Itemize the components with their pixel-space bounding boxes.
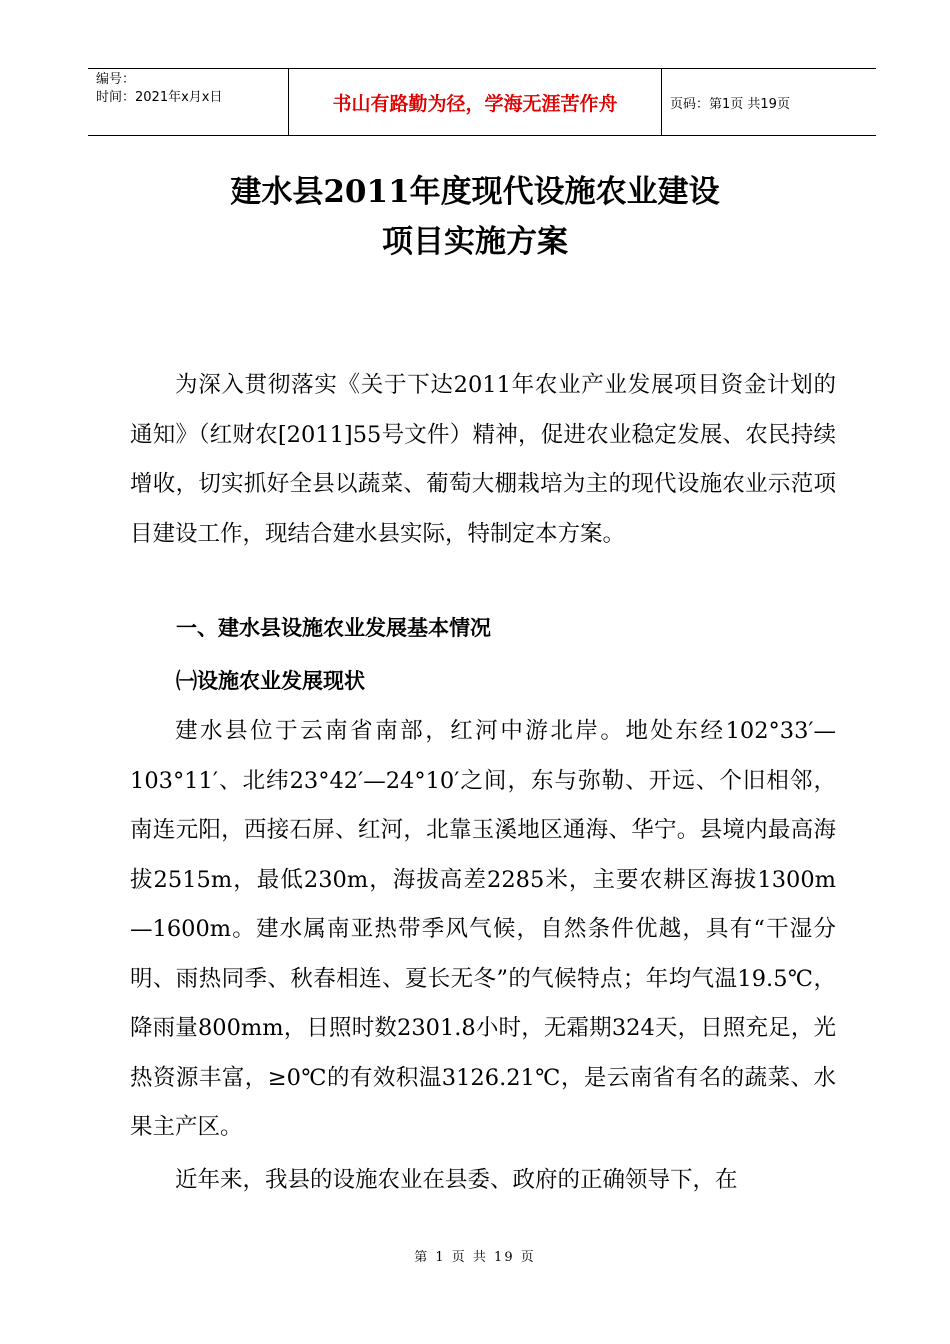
document-title-line2: 项目实施方案 [382, 224, 568, 260]
section1-heading: 一、建水县设施农业发展基本情况 [176, 616, 491, 640]
location-paragraph: 建水县位于云南省南部，红河中游北岸。地处东经102°33′—103°11′、北纬23°42′—24°10′之间，东与弥勒、开远、个旧相邻，南连元阳，西接石屏、红河，北靠玉溪地区通海、华宁。县境内最高海拔2515m，最低230m，海拔高差2285米，主要农耕区海拔1300m—1600m。建水属南亚热带季风气候，自然条件优越，具有“干湿分明、雨热同季、秋春相连、夏长无冬”的气候特点；年均气温19.5℃，降雨量800mm，日照时数2301.8小时，无霜期324天，日照充足，光热资源丰富，≥0℃的有效积温3126.21℃，是云南省有名的蔬菜、水果主产区。 [130, 718, 836, 1140]
page-footer: 第 1 页 共 19 页 [414, 1250, 536, 1265]
header-page-info: 页码：第1页 共19页 [670, 96, 790, 112]
recent-years-paragraph: 近年来，我县的设施农业在县委、政府的正确领导下，在 [175, 1167, 738, 1193]
document-title-line1: 建水县2011年度现代设施农业建设 [230, 174, 720, 210]
header-table [88, 68, 876, 136]
document-number-label: 编号： [96, 72, 136, 87]
subsection1-heading: ㈠设施农业发展现状 [176, 668, 365, 693]
header-left-cell [88, 69, 288, 135]
header-motto: 书山有路勤为径，学海无涯苦作舟 [288, 69, 662, 135]
document-time-label: 时间：2021年x月x日 [96, 90, 223, 105]
intro-paragraph: 为深入贯彻落实《关于下达2011年农业产业发展项目资金计划的通知》（红财农[2011]55号文件）精神，促进农业稳定发展、农民持续增收，切实抓好全县以蔬菜、葡萄大棚栽培为主的现代设施农业示范项目建设工作，现结合建水县实际，特制定本方案。 [130, 372, 836, 547]
